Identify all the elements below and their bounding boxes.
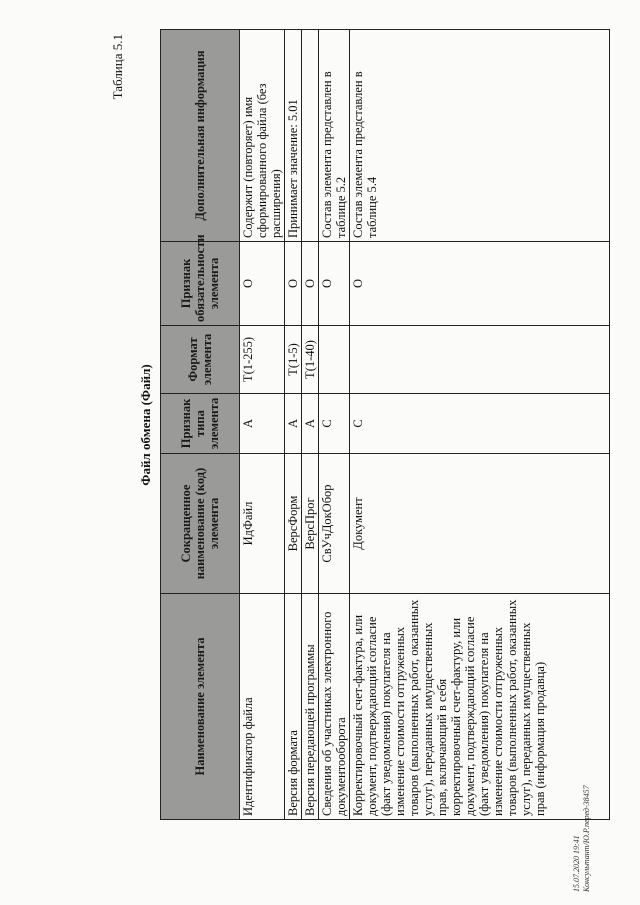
- cell-type: А: [285, 394, 302, 454]
- cell-required: О: [319, 242, 350, 326]
- header-code: Сокращенное наименование (код) элемента: [161, 454, 240, 594]
- stamp-date: 15.07.2020 19:41: [572, 835, 581, 892]
- cell-name: Идентификатор файла: [240, 594, 285, 820]
- cell-info: Содержит (повторяет) имя сформированного файла (без расширения): [240, 30, 285, 242]
- header-required: Признак обязательности элемента: [161, 242, 240, 326]
- header-name: Наименование элемента: [161, 594, 240, 820]
- print-stamp: [572, 742, 596, 892]
- cell-type: С: [319, 394, 350, 454]
- cell-format: T(1-255): [240, 326, 285, 394]
- table-header-row: [161, 30, 240, 820]
- header-type: Признак типа элемента: [161, 394, 240, 454]
- table-row: [319, 30, 350, 820]
- cell-name: Сведения об участниках электронного документооборота: [319, 594, 350, 820]
- cell-code: СвУчДокОбор: [319, 454, 350, 594]
- cell-name: Версия формата: [285, 594, 302, 820]
- stamp-source: Консультант/Ю.Р.перед-38457: [582, 785, 591, 892]
- cell-format: [319, 326, 350, 394]
- cell-info: Принимает значение: 5.01: [285, 30, 302, 242]
- cell-required: О: [350, 242, 610, 326]
- cell-info: [302, 30, 319, 242]
- table-row: [350, 30, 610, 820]
- cell-format: T(1-40): [302, 326, 319, 394]
- table-title: Файл обмена (Файл): [138, 364, 153, 486]
- header-format: Формат элемента: [161, 326, 240, 394]
- cell-format: T(1-5): [285, 326, 302, 394]
- cell-code: Документ: [350, 454, 610, 594]
- cell-required: О: [302, 242, 319, 326]
- cell-info: Состав элемента представлен в таблице 5.4: [350, 30, 610, 242]
- table-row: [240, 30, 285, 820]
- cell-required: О: [240, 242, 285, 326]
- cell-required: О: [285, 242, 302, 326]
- cell-code: ВерсФорм: [285, 454, 302, 594]
- cell-format: [350, 326, 610, 394]
- cell-type: А: [302, 394, 319, 454]
- cell-code: ИдФайл: [240, 454, 285, 594]
- table-row: [302, 30, 319, 820]
- cell-name: Корректировочный счет-фактура, или документ, подтверждающий согласие (факт уведомления) покупателя на изменение стоимости отгруженных товаров (выполненных работ, оказанных услуг), переданных имущественных прав, включающий в себя корректировочный счет-фактуру, или документ, подтверждающий согласие (факт уведомления) покупателя на изменение стоимости отгруженных товаров (выполненных работ, оказанных услуг), переданных имущественных прав (информация продавца): [350, 594, 610, 820]
- header-info: Дополнительная информация: [161, 30, 240, 242]
- cell-type: А: [240, 394, 285, 454]
- table-row: [285, 30, 302, 820]
- cell-code: ВерсПрог: [302, 454, 319, 594]
- exchange-file-table: [160, 29, 610, 820]
- cell-info: Состав элемента представлен в таблице 5.2: [319, 30, 350, 242]
- cell-name: Версия передающей программы: [302, 594, 319, 820]
- rotated-content: [110, 30, 610, 820]
- cell-type: С: [350, 394, 610, 454]
- table-caption: Таблица 5.1: [110, 34, 125, 100]
